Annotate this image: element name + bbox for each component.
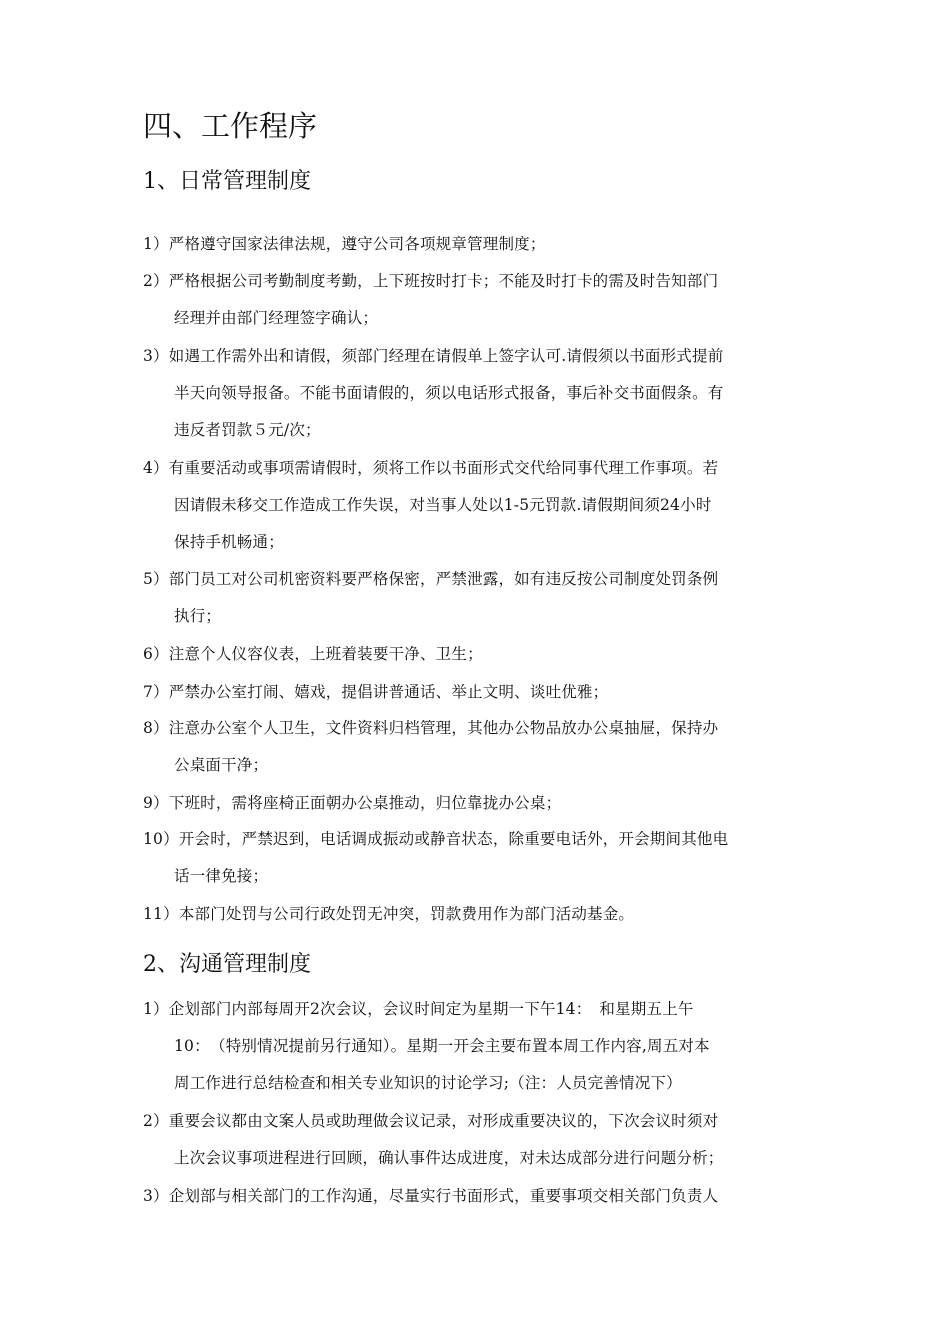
text-line: 11）本部门处罚与公司行政处罚无冲突，罚款费用作为部门活动基金。: [143, 905, 635, 923]
text-line: 上次会议事项进程进行回顾，确认事件达成进度，对未达成部分进行问题分析；: [174, 1149, 724, 1167]
list-item: [143, 785, 823, 822]
text-line: 公桌面干净；: [174, 756, 269, 774]
text-line: 1）企划部门内部每周开2次会议，会议时间定为星期一下午14： 和星期五上午: [143, 1000, 694, 1018]
text-line: 违反者罚款５元/次；: [174, 421, 321, 439]
text-line: 1）严格遵守国家法律法规，遵守公司各项规章管理制度；: [143, 235, 546, 253]
text-line: 2）严格根据公司考勤制度考勤，上下班按时打卡；不能及时打卡的需及时告知部门: [143, 272, 719, 290]
list-item: [143, 450, 823, 561]
list-item: [143, 338, 823, 449]
list-item: [143, 1103, 823, 1177]
list-item: [143, 710, 823, 784]
list-item: [143, 896, 823, 933]
chapter-title: 四、工作程序: [143, 109, 318, 143]
text-line: 经理并由部门经理签字确认；: [174, 309, 379, 327]
section-title: 1、日常管理制度: [143, 169, 311, 194]
list-item: [143, 226, 823, 263]
text-line: 3）企划部与相关部门的工作沟通，尽量实行书面形式，重要事项交相关部门负责人: [143, 1187, 719, 1205]
section-title: 2、沟通管理制度: [143, 952, 311, 977]
text-line: 5）部门员工对公司机密资料要严格保密，严禁泄露，如有违反按公司制度处罚条例: [143, 570, 719, 588]
list-item: [143, 991, 823, 1102]
text-line: 保持手机畅通；: [174, 533, 284, 551]
text-line: 9）下班时，需将座椅正面朝办公桌推动，归位靠拢办公桌；: [143, 794, 562, 812]
text-line: 4）有重要活动或事项需请假时，须将工作以书面形式交代给同事代理工作事项。若: [143, 459, 719, 477]
list-item: [143, 263, 823, 337]
text-line: 2）重要会议都由文案人员或助理做会议记录，对形成重要决议的，下次会议时须对: [143, 1112, 719, 1130]
text-line: 6）注意个人仪容仪表，上班着装要干净、卫生；: [143, 645, 483, 663]
text-line: 8）注意办公室个人卫生，文件资料归档管理，其他办公物品放办公桌抽屉，保持办: [143, 719, 719, 737]
text-line: 半天向领导报备。不能书面请假的，须以电话形式报备，事后补交书面假条。有: [174, 384, 724, 402]
list-item: [143, 674, 823, 711]
list-item: [143, 636, 823, 673]
text-line: 7）严禁办公室打闹、嬉戏，提倡讲普通话、举止文明、谈吐优雅；: [143, 683, 609, 701]
text-line: 执行；: [174, 607, 222, 625]
text-line: 话一律免接；: [174, 867, 269, 885]
list-item: [143, 821, 823, 895]
text-line: 因请假未移交工作造成工作失误，对当事人处以1-5元罚款.请假期间须24小时: [174, 496, 712, 514]
text-line: 3）如遇工作需外出和请假，须部门经理在请假单上签字认可.请假须以书面形式提前: [143, 347, 724, 365]
text-line: 周工作进行总结检查和相关专业知识的讨论学习;（注：人员完善情况下）: [174, 1074, 682, 1092]
text-line: 10： （特别情况提前另行通知）。星期一开会主要布置本周工作内容,周五对本: [174, 1037, 710, 1055]
text-line: 10）开会时，严禁迟到，电话调成振动或静音状态，除重要电话外，开会期间其他电: [143, 830, 729, 848]
list-item: [143, 1178, 823, 1215]
list-item: [143, 561, 823, 635]
